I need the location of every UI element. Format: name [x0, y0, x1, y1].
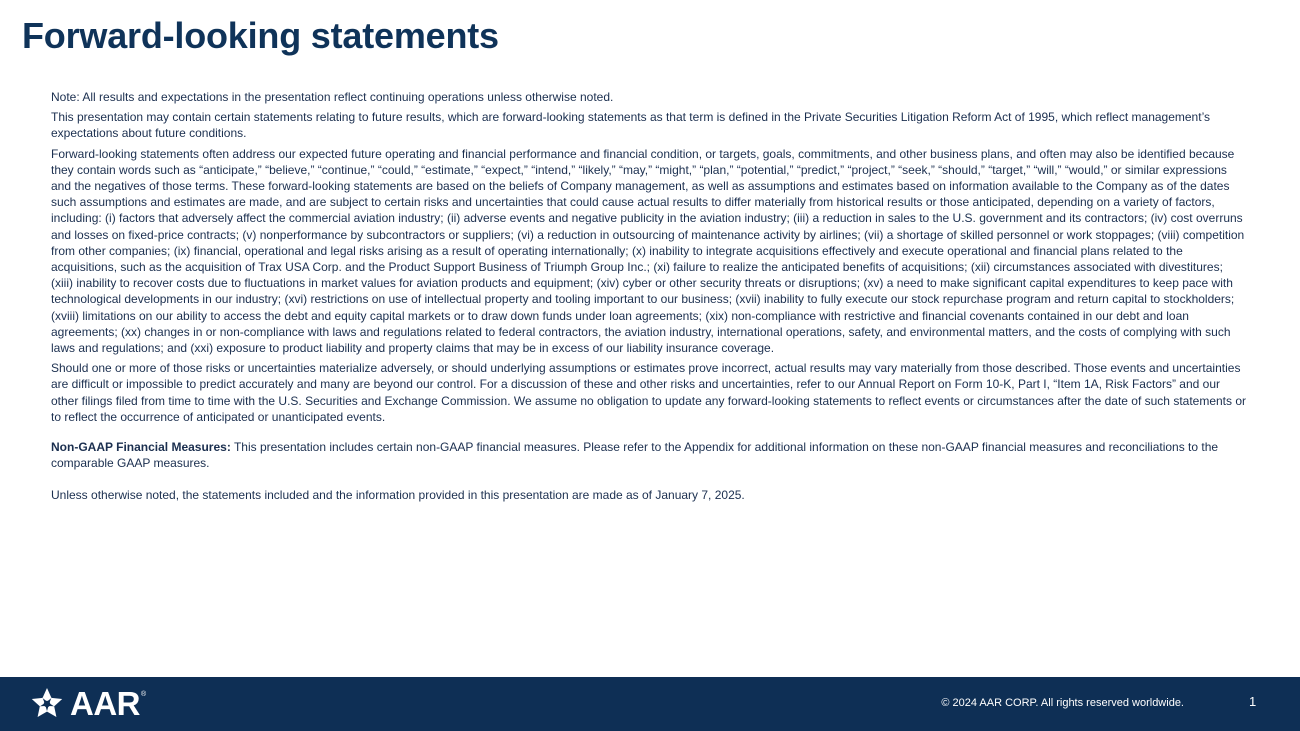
date-note-paragraph: Unless otherwise noted, the statements included and the information provided in this presentation are made as of January 7, 2025.: [51, 488, 745, 503]
uncertainties-paragraph: Should one or more of those risks or uncertainties materialize adversely, or should underlying assumptions or estimates prove incorrect, actual results may vary materially from those described. Those events and uncertainties are difficult or impossible to predict accurately and many are beyond our control. For a discussion of these and other risks and uncertainties, refer to our Annual Report on Form 10-K, Part I, “Item 1A, Risk Factors” and our other filings filed from time to time with the U.S. Securities and Exchange Commission. We assume no obligation to update any forward-looking statements to reflect events or circumstances after the date of such statements or to reflect the occurrence of anticipated or unanticipated events.: [51, 361, 1247, 424]
registered-mark: ®: [141, 691, 147, 698]
logo-wordmark: AAR: [70, 685, 140, 722]
non-gaap-paragraph: [51, 439, 1247, 471]
aar-star-icon: [30, 687, 64, 721]
aar-logo: [30, 687, 146, 721]
intro-paragraph: This presentation may contain certain statements relating to future results, which are forward-looking statements as that term is defined in the Private Securities Litigation Reform Act of 1995, which reflect management’s expectations about future conditions.: [51, 110, 1211, 141]
page-title: Forward-looking statements: [22, 15, 499, 56]
footer-bar: [0, 677, 1300, 731]
risk-factors-paragraph: Forward-looking statements often address our expected future operating and financial performance and financial condition, or targets, goals, commitments, and other business plans, and often may also be identified because they contain words such as “anticipate,” “believe,” “continue,” “could,” “estimate,” “expect,” “intend,” “likely,” “may,” “might,” “plan,” “potential,” “predict,” “project,” “seek,” “should,” “target,” “will,” “would,” or similar expressions and the negatives of those terms. These forward-looking statements are based on the beliefs of Company management, as well as assumptions and estimates based on information available to the Company as of the dates such assumptions and estimates are made, and are subject to certain risks and uncertainties that could cause actual results to differ materially from historical results or those anticipated, depending on a variety of factors, including: (i) factors that adversely affect the commercial aviation industry; (ii) adverse events and negative publicity in the aviation industry; (iii) a reduction in sales to the U.S. government and its contractors; (iv) cost overruns and losses on fixed-price contracts; (v) nonperformance by subcontractors or suppliers; (vi) a reduction in outsourcing of maintenance activity by airlines; (vii) a shortage of skilled personnel or work stoppages; (viii) competition from other companies; (ix) financial, operational and legal risks arising as a result of operating internationally; (x) inability to integrate acquisitions effectively and execute operational and financial plans related to the acquisitions, such as the acquisition of Trax USA Corp. and the Product Support Business of Triumph Group Inc.; (xi) failure to realize the anticipated benefits of acquisitions; (xii) circumstances associated with divestitures; (xiii) inability to recover costs due to fluctuations in market values for aviation products and equipment; (xiv) cyber or other security threats or disruptions; (xv) a need to make significant capital expenditures to keep pace with technological developments in our industry; (xvi) restrictions on use of intellectual property and tooling important to our business; (xvii) inability to fully execute our stock repurchase program and return capital to stockholders; (xviii) limitations on our ability to access the debt and equity capital markets or to draw down funds under loan agreements; (xix) non-compliance with restrictive and financial covenants contained in our debt and loan agreements; (xx) changes in or non-compliance with laws and regulations related to federal contractors, the aviation industry, international operations, safety, and environmental matters, and the costs of complying with such laws and regulations; and (xxi) exposure to product liability and property claims that may be in excess of our liability insurance coverage.: [51, 146, 1245, 356]
non-gaap-text: This presentation includes certain non-GAAP financial measures. Please refer to the Appendix for additional information on these non-GAAP financial measures and reconciliations to the comparable GAAP measures.: [51, 440, 1219, 471]
copyright-notice: © 2024 AAR CORP. All rights reserved worldwide.: [941, 697, 1184, 709]
non-gaap-label: Non-GAAP Financial Measures:: [51, 440, 231, 455]
page-number: 1: [1249, 694, 1257, 709]
note-paragraph: Note: All results and expectations in the presentation reflect continuing operations unless otherwise noted.: [51, 90, 614, 104]
disclaimer-body: [51, 89, 1247, 508]
